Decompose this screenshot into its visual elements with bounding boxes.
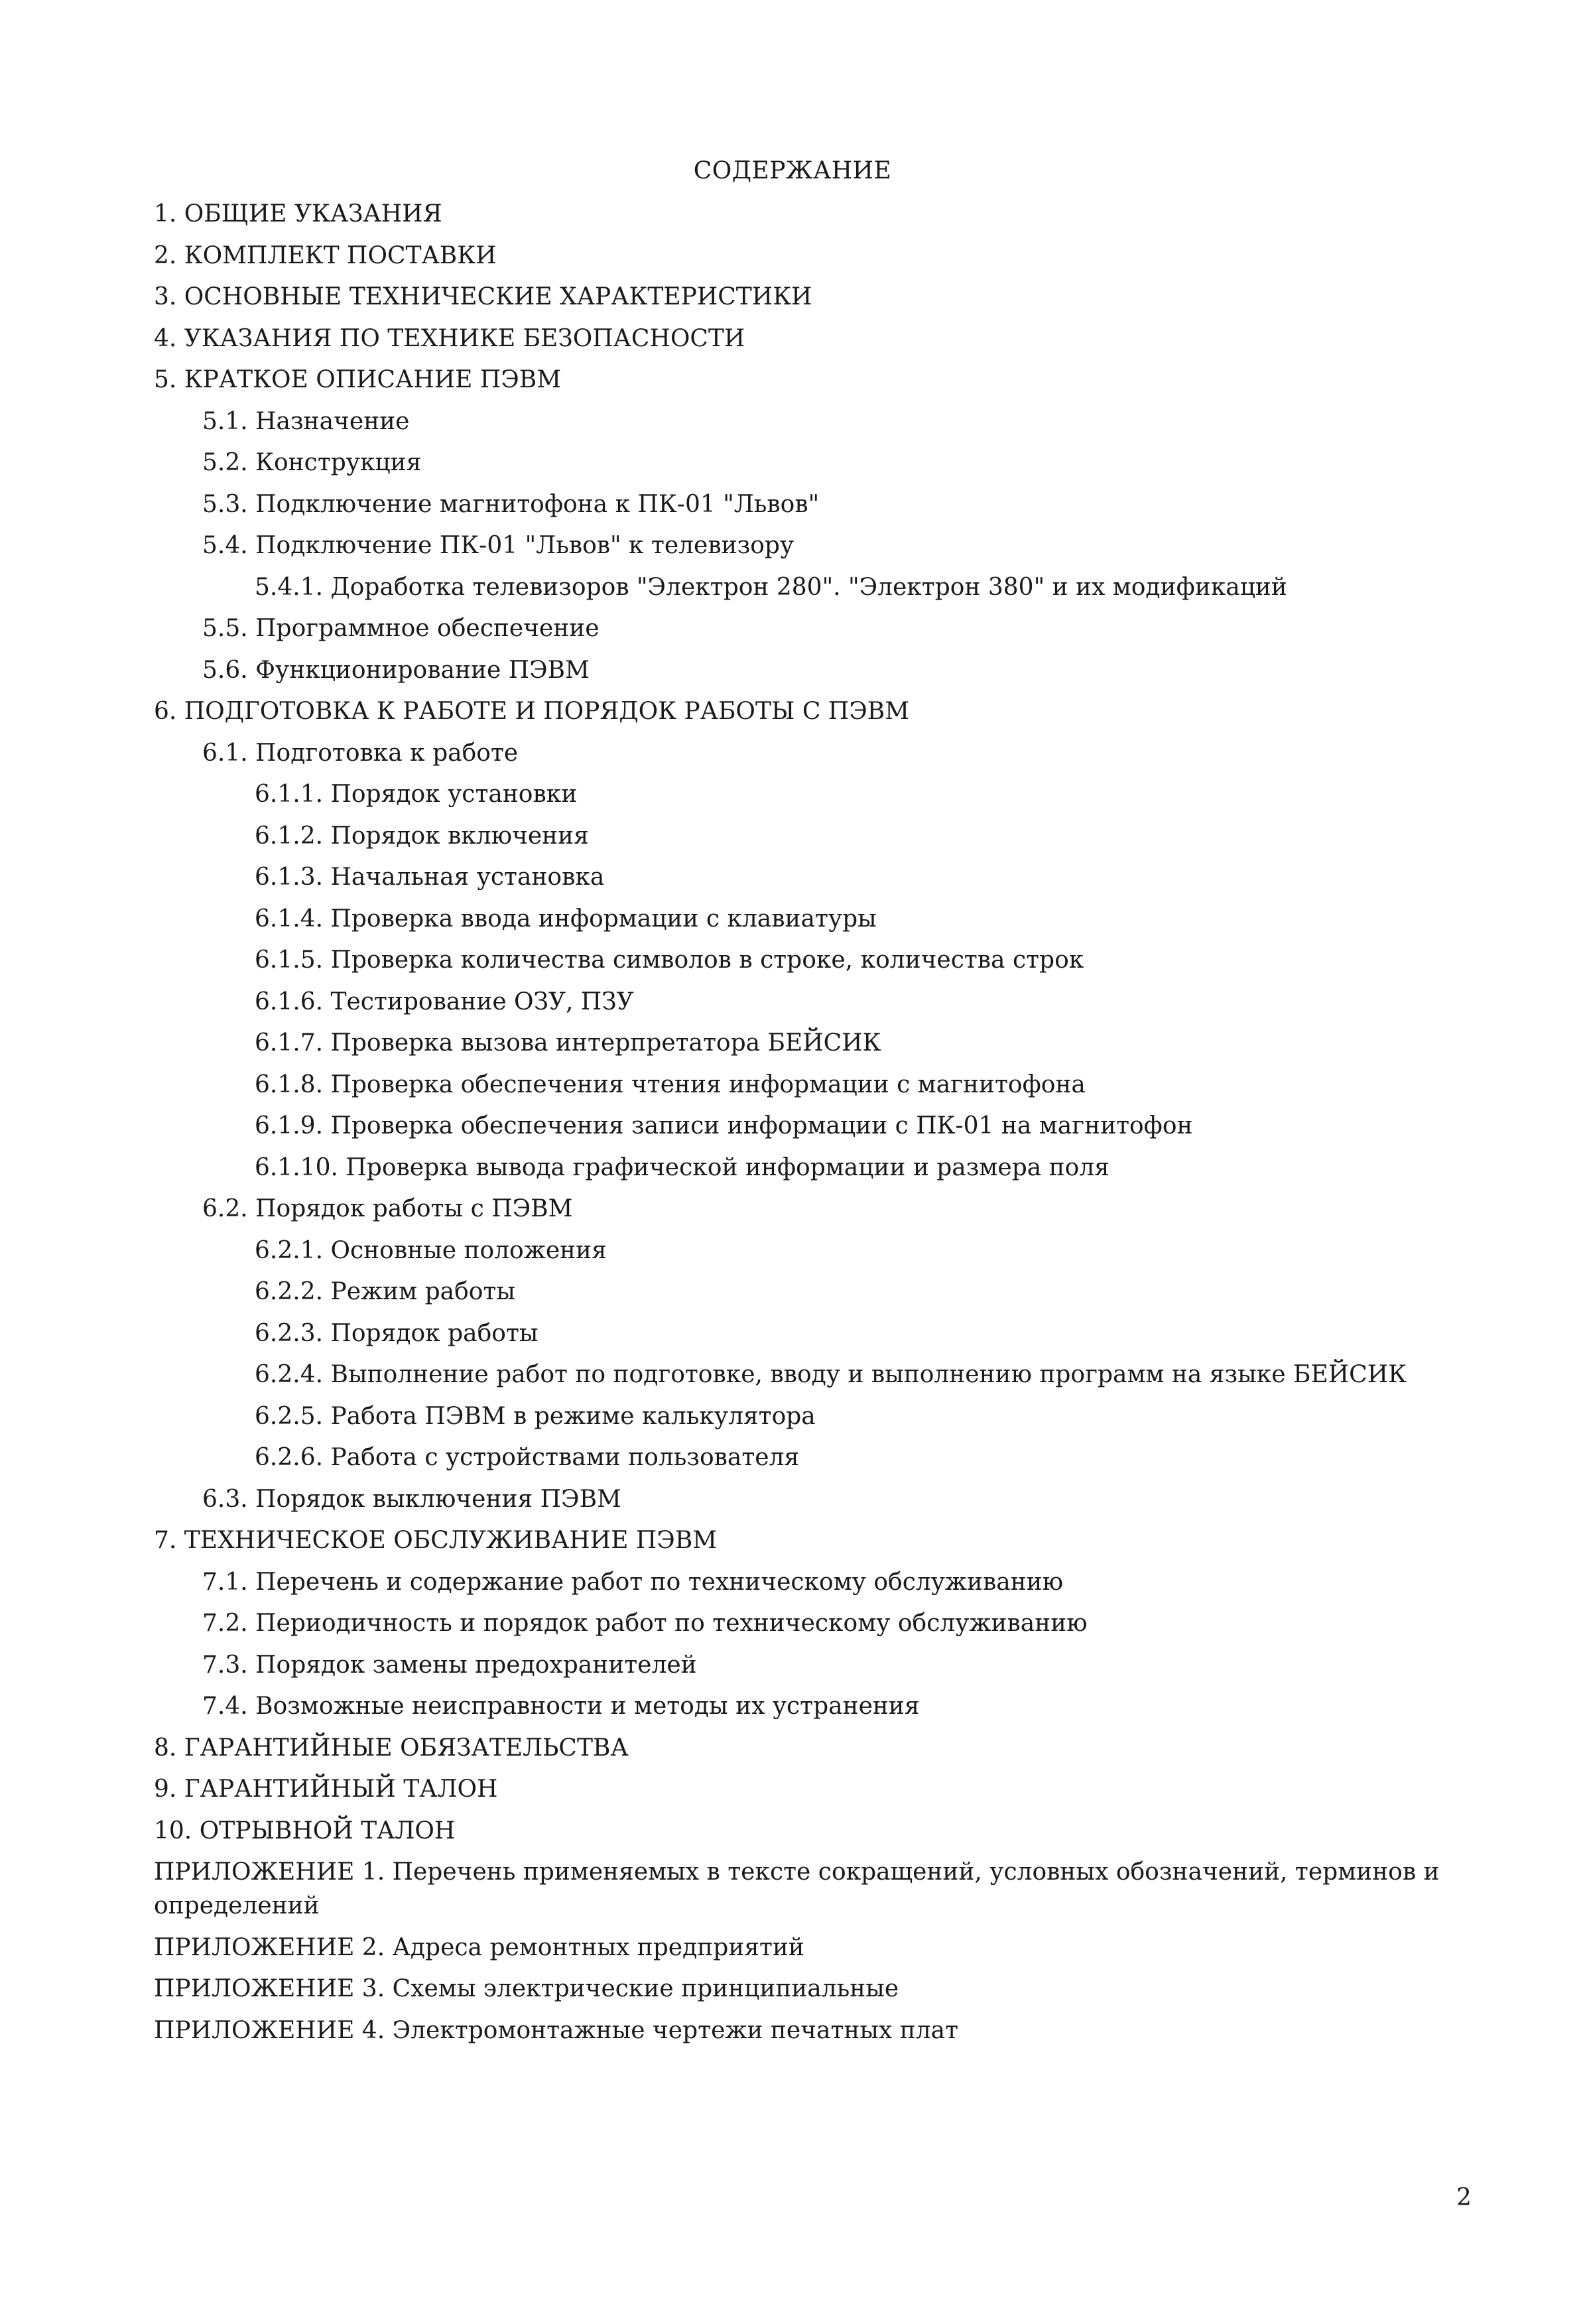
toc-entry-5-3: 5.3. Подключение магнитофона к ПК-01 "Львов" [202, 490, 820, 518]
page-title: СОДЕРЖАНИЕ [693, 157, 892, 184]
toc-entry-6-3: 6.3. Порядок выключения ПЭВМ [202, 1485, 621, 1513]
toc-entry-6: 6. ПОДГОТОВКА К РАБОТЕ И ПОРЯДОК РАБОТЫ С ПЭВМ [154, 698, 910, 725]
toc-entry-7-4: 7.4. Возможные неисправности и методы их устранения [202, 1693, 920, 1720]
toc-entry-7-2: 7.2. Периодичность и порядок работ по техническому обслуживанию [202, 1610, 1088, 1637]
toc-entry-appendix-2: ПРИЛОЖЕНИЕ 2. Адреса ремонтных предприятий [154, 1933, 804, 1961]
toc-entry-6-2-5: 6.2.5. Работа ПЭВМ в режиме калькулятора [255, 1402, 816, 1430]
toc-entry-7-1: 7.1. Перечень и содержание работ по техническому обслуживанию [202, 1568, 1064, 1596]
toc-entry-5-6: 5.6. Функционирование ПЭВМ [202, 656, 590, 684]
toc-entry-5-4-1: 5.4.1. Доработка телевизоров "Электрон 280". "Электрон 380" и их модификаций [255, 573, 1287, 601]
toc-entry-6-1-5: 6.1.5. Проверка количества символов в строке, количества строк [255, 946, 1084, 974]
toc-entry-8: 8. ГАРАНТИЙНЫЕ ОБЯЗАТЕЛЬСТВА [154, 1734, 629, 1762]
toc-entry-1: 1. ОБЩИЕ УКАЗАНИЯ [154, 200, 442, 227]
toc-entry-6-2: 6.2. Порядок работы с ПЭВМ [202, 1195, 573, 1222]
toc-entry-6-1-10: 6.1.10. Проверка вывода графической информации и размера поля [255, 1153, 1110, 1181]
toc-entry-7: 7. ТЕХНИЧЕСКОЕ ОБСЛУЖИВАНИЕ ПЭВМ [154, 1527, 718, 1554]
toc-entry-5-5: 5.5. Программное обеспечение [202, 615, 600, 642]
toc-entry-6-1: 6.1. Подготовка к работе [202, 739, 519, 767]
toc-entry-6-1-4: 6.1.4. Проверка ввода информации с клавиатуры [255, 905, 877, 933]
toc-entry-appendix-3: ПРИЛОЖЕНИЕ 3. Схемы электрические принципиальные [154, 1975, 899, 2002]
toc-entry-6-1-2: 6.1.2. Порядок включения [255, 822, 589, 850]
toc-entry-6-1-3: 6.1.3. Начальная установка [255, 864, 605, 891]
toc-entry-10: 10. ОТРЫВНОЙ ТАЛОН [154, 1817, 456, 1844]
toc-entry-3: 3. ОСНОВНЫЕ ТЕХНИЧЕСКИЕ ХАРАКТЕРИСТИКИ [154, 283, 812, 310]
toc-entry-appendix-4: ПРИЛОЖЕНИЕ 4. Электромонтажные чертежи печатных плат [154, 2016, 959, 2044]
toc-entry-5: 5. КРАТКОЕ ОПИСАНИЕ ПЭВМ [154, 366, 562, 393]
toc-entry-6-1-9: 6.1.9. Проверка обеспечения записи информации с ПК-01 на магнитофон [255, 1112, 1193, 1139]
toc-entry-6-2-1: 6.2.1. Основные положения [255, 1236, 607, 1264]
toc-entry-6-1-1: 6.1.1. Порядок установки [255, 781, 578, 808]
toc-entry-2: 2. КОМПЛЕКТ ПОСТАВКИ [154, 241, 497, 269]
toc-entry-7-3: 7.3. Порядок замены предохранителей [202, 1651, 697, 1679]
toc-entry-5-2: 5.2. Конструкция [202, 449, 422, 476]
table-of-contents [154, 197, 1467, 2055]
toc-entry-6-2-6: 6.2.6. Работа с устройствами пользователя [255, 1444, 800, 1471]
toc-entry-9: 9. ГАРАНТИЙНЫЙ ТАЛОН [154, 1775, 498, 1803]
toc-entry-6-2-2: 6.2.2. Режим работы [255, 1278, 515, 1305]
toc-entry-appendix-1: ПРИЛОЖЕНИЕ 1. Перечень применяемых в тексте сокращений, условных обозначений, терминов и определений [154, 1858, 1440, 1919]
toc-entry-6-1-6: 6.1.6. Тестирование ОЗУ, ПЗУ [255, 988, 634, 1015]
toc-entry-6-2-3: 6.2.3. Порядок работы [255, 1319, 539, 1347]
toc-entry-6-1-7: 6.1.7. Проверка вызова интерпретатора БЕЙСИК [255, 1029, 881, 1057]
page-number: 2 [1456, 2184, 1472, 2211]
toc-entry-5-1: 5.1. Назначение [202, 407, 410, 435]
toc-entry-6-2-4: 6.2.4. Выполнение работ по подготовке, вводу и выполнению программ на языке БЕЙСИК [255, 1361, 1407, 1388]
toc-entry-6-1-8: 6.1.8. Проверка обеспечения чтения информации с магнитофона [255, 1070, 1086, 1098]
toc-entry-5-4: 5.4. Подключение ПК-01 "Львов" к телевизору [202, 532, 794, 559]
toc-entry-4: 4. УКАЗАНИЯ ПО ТЕХНИКЕ БЕЗОПАСНОСТИ [154, 324, 745, 352]
